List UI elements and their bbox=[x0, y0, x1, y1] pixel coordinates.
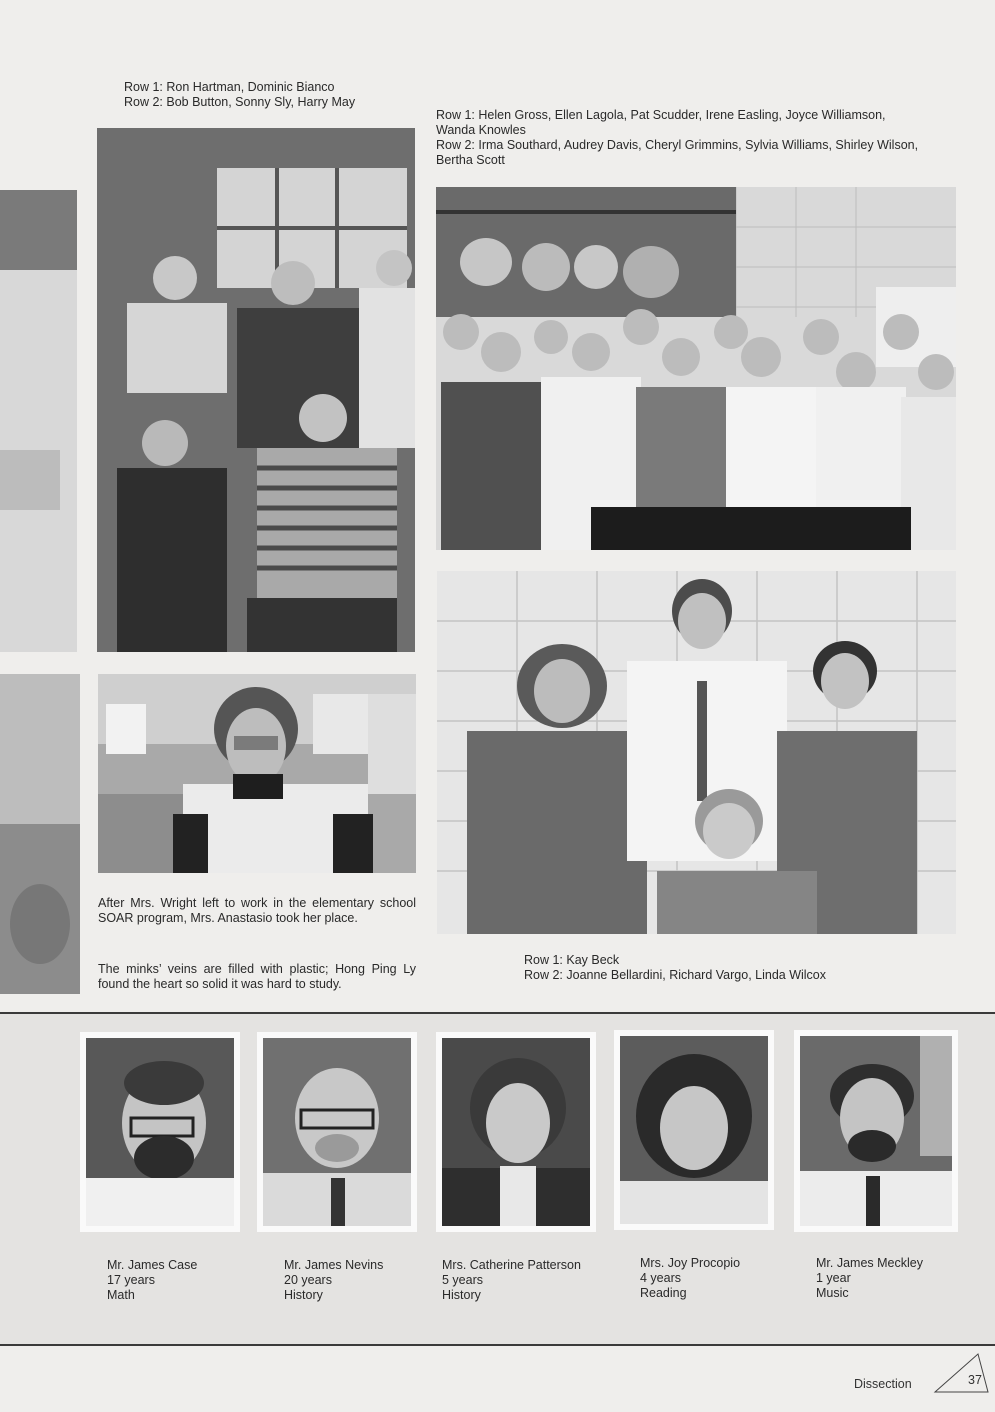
faculty-name: Mr. James Case bbox=[107, 1258, 198, 1272]
office-caption-row2: Row 2: Joanne Bellardini, Richard Vargo, Linda Wilcox bbox=[524, 968, 827, 982]
office-staff-photo bbox=[437, 571, 956, 934]
faculty-name: Mr. James Meckley bbox=[816, 1256, 923, 1270]
maintenance-caption-row2: Row 2: Bob Button, Sonny Sly, Harry May bbox=[124, 95, 356, 109]
faculty-subject: History bbox=[442, 1288, 481, 1302]
faculty-years: 17 years bbox=[107, 1273, 155, 1287]
faculty-caption-patterson bbox=[442, 1258, 581, 1303]
maintenance-caption bbox=[124, 80, 355, 110]
cafeteria-caption-row1-cont: Wanda Knowles bbox=[436, 123, 526, 137]
faculty-name: Mrs. Catherine Patterson bbox=[442, 1258, 581, 1272]
portrait-photo-patterson bbox=[442, 1038, 590, 1226]
faculty-portrait-patterson bbox=[436, 1032, 596, 1232]
minks-caption bbox=[98, 962, 416, 992]
faculty-caption-procopio bbox=[640, 1256, 740, 1301]
cafeteria-caption-row2: Row 2: Irma Southard, Audrey Davis, Cheryl Grimmins, Sylvia Williams, Shirley Wilson, bbox=[436, 138, 919, 152]
portrait-photo-procopio bbox=[620, 1036, 768, 1224]
faculty-name: Mr. James Nevins bbox=[284, 1258, 384, 1272]
faculty-caption-nevins bbox=[284, 1258, 383, 1303]
faculty-caption-case bbox=[107, 1258, 197, 1303]
faculty-subject: Reading bbox=[640, 1286, 687, 1300]
anastasio-caption-text: After Mrs. Wright left to work in the elementary school SOAR program, Mrs. Anastasio took her place. bbox=[98, 896, 416, 925]
portrait-photo-case bbox=[86, 1038, 234, 1226]
faculty-subject: Music bbox=[816, 1286, 849, 1300]
cafeteria-staff-photo bbox=[436, 187, 956, 550]
faculty-portrait-procopio bbox=[614, 1030, 774, 1230]
anastasio-photo bbox=[98, 674, 416, 873]
portrait-photo-nevins bbox=[263, 1038, 411, 1226]
faculty-years: 20 years bbox=[284, 1273, 332, 1287]
faculty-caption-meckley bbox=[816, 1256, 923, 1301]
section-label: Dissection bbox=[854, 1377, 912, 1391]
cafeteria-caption bbox=[436, 108, 956, 168]
faculty-subject: Math bbox=[107, 1288, 135, 1302]
faculty-years: 5 years bbox=[442, 1273, 483, 1287]
cafeteria-caption-row1: Row 1: Helen Gross, Ellen Lagola, Pat Scudder, Irene Easling, Joyce Williamson, bbox=[436, 108, 886, 122]
anastasio-caption bbox=[98, 896, 416, 926]
maintenance-caption-row1: Row 1: Ron Hartman, Dominic Bianco bbox=[124, 80, 335, 94]
faculty-name: Mrs. Joy Procopio bbox=[640, 1256, 741, 1270]
faculty-portrait-nevins bbox=[257, 1032, 417, 1232]
page-number: 37 bbox=[968, 1373, 982, 1387]
faculty-years: 4 years bbox=[640, 1271, 681, 1285]
faculty-years: 1 year bbox=[816, 1271, 851, 1285]
office-caption-row1: Row 1: Kay Beck bbox=[524, 953, 620, 967]
faculty-portrait-meckley bbox=[794, 1030, 958, 1232]
faculty-subject: History bbox=[284, 1288, 323, 1302]
minks-caption-text: The minks’ veins are filled with plastic; Hong Ping Ly found the heart so solid it was hard to study. bbox=[98, 962, 416, 991]
faculty-portrait-case bbox=[80, 1032, 240, 1232]
portrait-photo-meckley bbox=[800, 1036, 952, 1226]
maintenance-staff-photo bbox=[97, 128, 415, 652]
cafeteria-caption-row2-cont: Bertha Scott bbox=[436, 153, 505, 167]
partial-photo-bottom-left bbox=[0, 674, 80, 994]
partial-photo-top-left bbox=[0, 190, 77, 652]
office-caption bbox=[524, 953, 826, 983]
